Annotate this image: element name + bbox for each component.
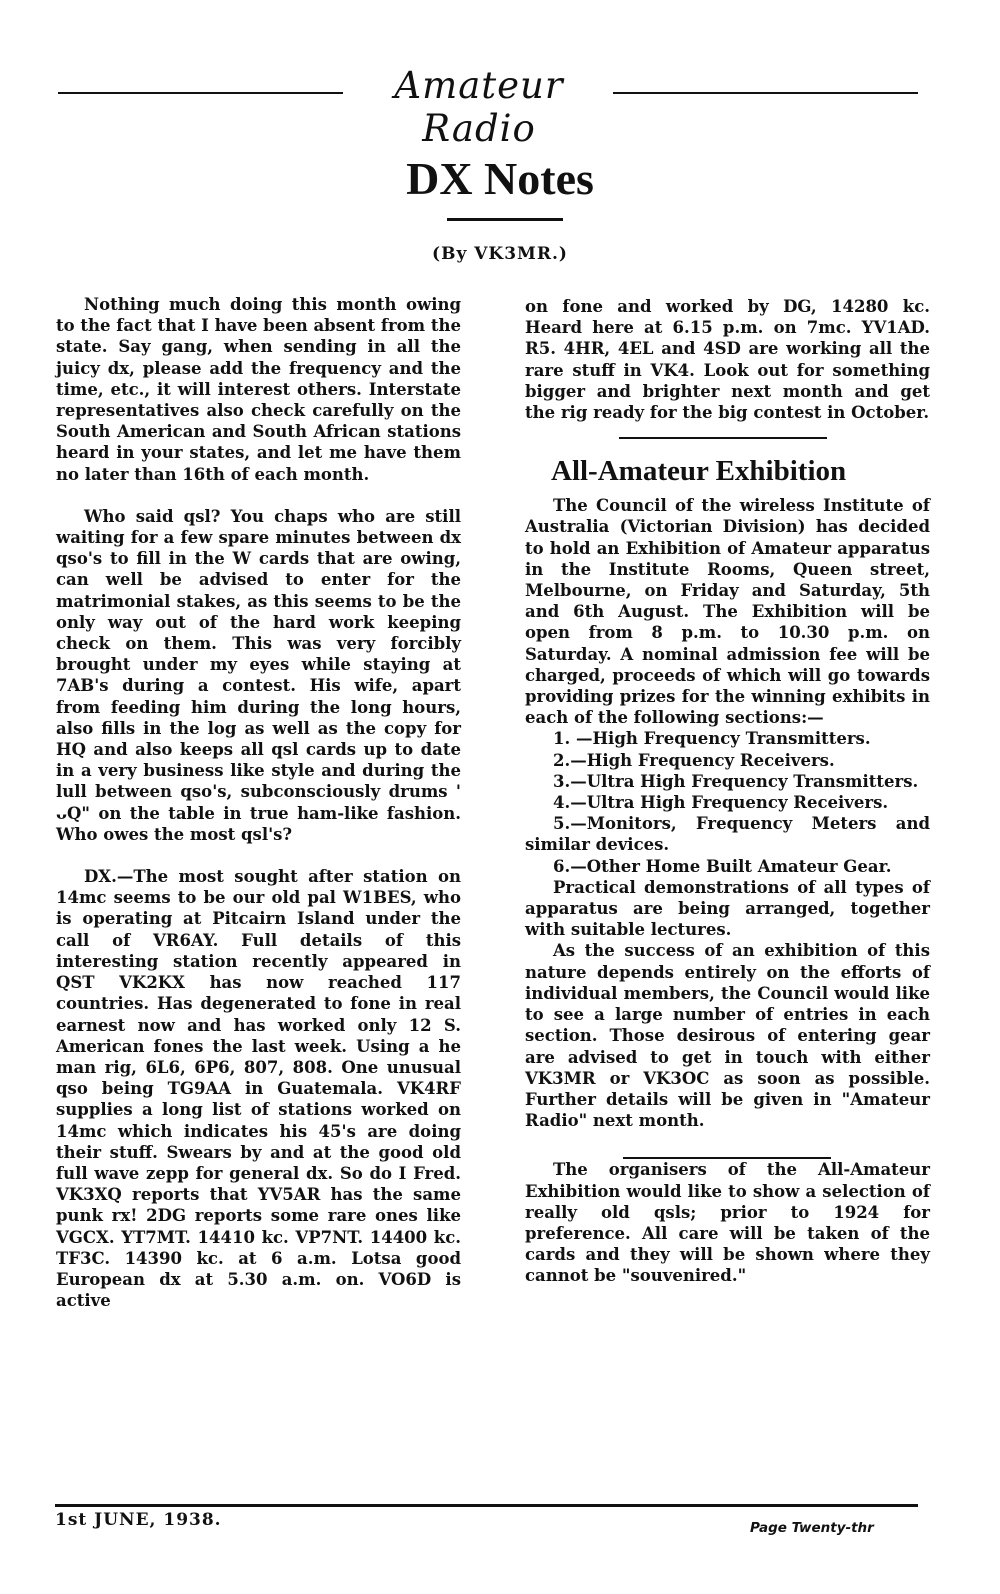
list-item: 6.—Other Home Built Amateur Gear. [553, 856, 892, 876]
section-divider [619, 437, 827, 439]
exhibition-old-qsls: The organisers of the All-Amateur Exhibition would like to show a selection of really old qsls; prior to 1924 for preference. All care will be taken of the cards and they will be shown where they cannot be "souvenired." [525, 1160, 930, 1286]
dx-paragraph-3: DX.—The most sought after station on 14mc seems to be our old pal W1BES, who is operating at Pitcairn Island under the call of VR6AY. Full details of this interesting station recently appeared in QST VK2KX has now reached 117 countries. Has degenerated to fone in real earnest now and has worked only 12 S. American fones the last week. Using a he man rig, 6L6, 6P6, 807, 808. One unusual qso being TG9AA in Guatemala. VK4RF supplies a long list of stations worked on 14mc which indicates his 45's are doing their stuff. Swears by and at the good old full wave zepp for general dx. So do I Fred. VK3XQ reports that YV5AR has the same punk rx! 2DG reports some rare ones like VGCX. YT7MT. 14410 kc. VP7NT. 14400 kc. TF3C. 14390 kc. at 6 a.m. Lotsa good European dx at 5.30 a.m. on. VO6D is active [56, 867, 461, 1311]
dx-paragraph-3-continued: on fone and worked by DG, 14280 kc. Heard here at 6.15 p.m. on 7mc. YV1AD. R5. 4HR, 4EL and 4SD are working all the rare stuff in VK4. Look out for something bigger and brighter next month and get the rig ready for the big contest in October. [525, 297, 930, 423]
list-item: 3.—Ultra High Frequency Transmitters. [553, 771, 919, 791]
masthead-title: Amateur Radio [394, 64, 564, 150]
list-item: 2.—High Frequency Receivers. [553, 750, 835, 770]
byline: (By VK3MR.) [432, 244, 568, 264]
list-item: 4.—Ultra High Frequency Receivers. [553, 793, 889, 813]
right-column [525, 296, 930, 1287]
masthead-rule-right [613, 92, 918, 94]
exhibition-success: As the success of an exhibition of this nature depends entirely on the efforts of individual members, the Council would like to see a large number of entries in each section. Those desirous of entering gear are advised to get in touch with either VK3MR or VK3OC as soon as possible. Further details will be given in "Amateur Radio" next month. [525, 941, 930, 1131]
title-underline [447, 218, 563, 221]
exhibition-demos: Practical demonstrations of all types of apparatus are being arranged, together with suitable lectures. [525, 877, 930, 940]
masthead [58, 62, 918, 150]
page-number: Page Twenty-thr [750, 1520, 874, 1536]
dx-paragraph-1: Nothing much doing this month owing to the fact that I have been absent from the state. Say gang, when sending in all the juicy dx, please add the frequency and the time, etc., it will interest others. Interstate representatives also check carefully on the South American and South African stations heard in your states, and let me have them no later than 16th of each month. [56, 295, 461, 484]
article-title: DX Notes [406, 153, 594, 204]
exhibition-heading: All-Amateur Exhibition [551, 455, 847, 488]
footer-rule [55, 1504, 918, 1507]
dx-paragraph-2: Who said qsl? You chaps who are still waiting for a few spare minutes between dx qso's to fill in the W cards that are owing, can well be advised to enter for the matrimonial stakes, as this seems to be the only way out of the hard work keeping check on them. This was very forcibly brought under my eyes while staying at 7AB's during a contest. His wife, apart from feeding him during the long hours, also fills in the log as well as the copy for HQ and also keeps all qsl cards up to date in a very business like style and during the lull between qso's, subconsciously drums ' ᴗQ" on the table in true ham-like fashion. Who owes the most qsl's? [56, 506, 461, 844]
exhibition-intro: The Council of the wireless Institute of Australia (Victorian Division) has decided to hold an Exhibition of Amateur apparatus in the Institute Rooms, Queen street, Melbourne, on Friday and Saturday, 5th and 6th August. The Exhibition will be open from 8 p.m. to 10.30 p.m. on Saturday. A nominal admission fee will be charged, proceeds of which will go towards providing prizes for the winning exhibits in each of the following sections:— [525, 496, 930, 728]
list-item: 5.—Monitors, Frequency Meters and similar devices. [525, 814, 930, 855]
masthead-rule-left [58, 92, 343, 94]
left-column [56, 294, 461, 1311]
issue-date: 1st JUNE, 1938. [55, 1510, 222, 1530]
list-item: 1. —High Frequency Transmitters. [553, 729, 871, 749]
